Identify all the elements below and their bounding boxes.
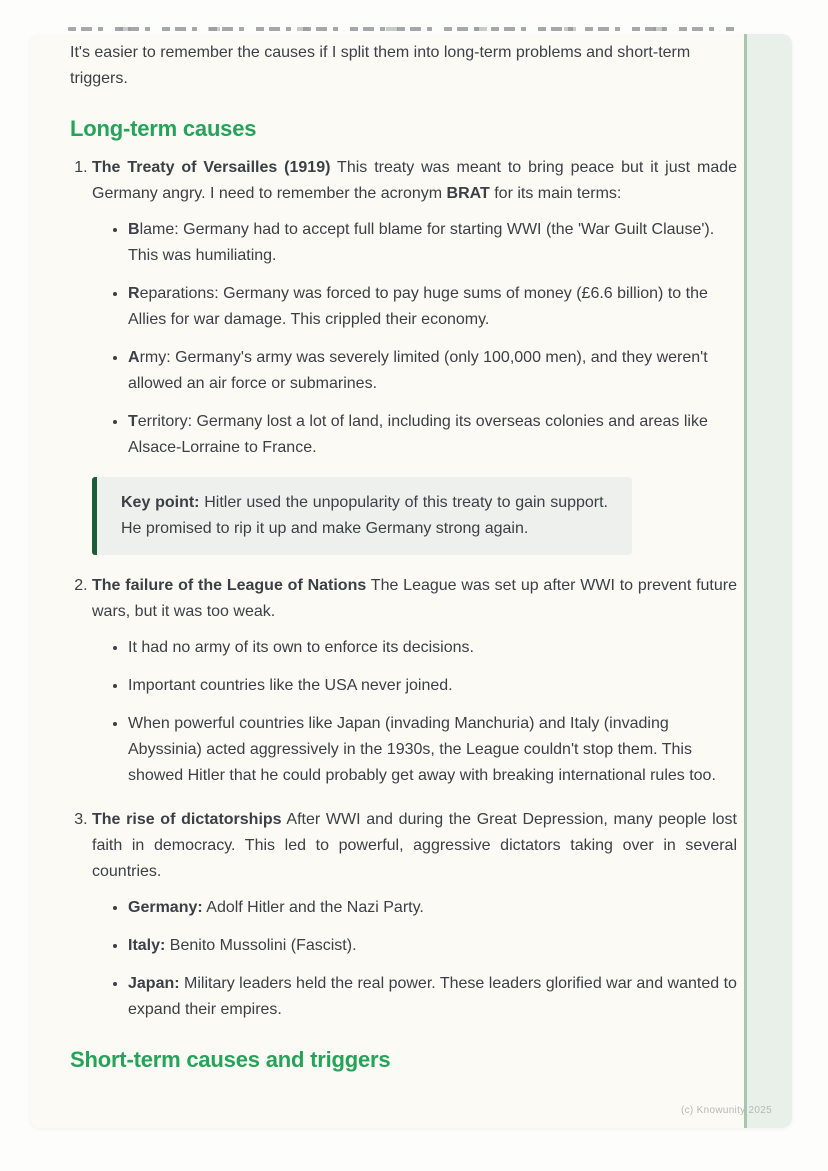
section-heading: Short-term causes and triggers <box>70 1047 391 1072</box>
bullet-item <box>128 895 737 921</box>
bullet-item <box>128 635 737 661</box>
bullet-list <box>92 217 737 461</box>
notes-page-card <box>30 34 792 1128</box>
key-point-text <box>121 490 608 542</box>
numbered-item-lead <box>92 155 737 207</box>
bullet-list <box>92 895 737 1023</box>
copyright-watermark: (c) Knowunity 2025 <box>680 1105 772 1116</box>
numbered-list <box>70 155 737 1023</box>
intro-paragraph: It's easier to remember the causes if I split them into long-term problems and short-term triggers. <box>70 44 691 87</box>
bold-text: R <box>128 285 140 302</box>
text: Hitler used the unpopularity of this treaty to gain support. He promised to rip it up and make Germany strong again. <box>121 494 609 537</box>
numbered-item-lead <box>92 573 737 625</box>
text: eparations: Germany was forced to pay huge sums of money (£6.6 billion) to the Allies for war damage. This crippled their economy. <box>128 285 708 328</box>
bullet-item <box>128 345 737 397</box>
bold-text: BRAT <box>446 185 490 202</box>
numbered-item <box>92 155 737 555</box>
bullet-list <box>92 635 737 789</box>
numbered-item <box>92 807 737 1023</box>
text: After WWI and during the Great Depression, many people lost faith in democracy. This led to powerful, aggressive dictators taking over in several countries. <box>92 811 737 880</box>
bullet-item <box>128 217 737 269</box>
bold-text: B <box>128 221 140 238</box>
bullet-item <box>128 673 737 699</box>
text: lame: Germany had to accept full blame for starting WWI (the 'War Guilt Clause'). This was humiliating. <box>128 221 715 264</box>
bold-text: The failure of the League of Nations <box>92 577 367 594</box>
text: Benito Mussolini (Fascist). <box>165 937 357 954</box>
margin-strip <box>744 34 792 1128</box>
text: erritory: Germany lost a lot of land, including its overseas colonies and areas like Alsace-Lorraine to France. <box>128 413 708 456</box>
bold-text: Italy: <box>128 937 166 954</box>
bullet-item <box>128 933 737 959</box>
numbered-item-lead <box>92 807 737 885</box>
bold-text: Key point: <box>121 494 200 511</box>
text: for its main terms: <box>489 185 622 202</box>
bold-text: Germany: <box>128 899 203 916</box>
clipped-text-remnant <box>68 27 736 31</box>
text: It had no army of its own to enforce its decisions. <box>128 639 474 656</box>
text: Important countries like the USA never joined. <box>128 677 453 694</box>
text: The League was set up after WWI to prevent future wars, but it was too weak. <box>92 577 737 620</box>
bold-text: Japan: <box>128 975 180 992</box>
bullet-item <box>128 711 737 789</box>
notes-content <box>70 40 737 1072</box>
bullet-item <box>128 971 737 1023</box>
numbered-item <box>92 573 737 789</box>
section-heading: Long-term causes <box>70 116 257 141</box>
sections-container <box>70 116 737 1072</box>
bold-text: The Treaty of Versailles (1919) <box>92 159 331 176</box>
text: Military leaders held the real power. These leaders glorified war and wanted to expand their empires. <box>128 975 737 1018</box>
bold-text: The rise of dictatorships <box>92 811 282 828</box>
bold-text: T <box>128 413 138 430</box>
bullet-item <box>128 409 737 461</box>
key-point-callout <box>92 477 632 555</box>
text: Adolf Hitler and the Nazi Party. <box>202 899 424 916</box>
text: rmy: Germany's army was severely limited (only 100,000 men), and they weren't allowed an air force or submarines. <box>128 349 708 392</box>
text: When powerful countries like Japan (invading Manchuria) and Italy (invading Abyssinia) acted aggressively in the 1930s, the League couldn't stop them. This showed Hitler that he could probably get away with breaking international rules too. <box>128 715 716 784</box>
bullet-item <box>128 281 737 333</box>
text: This treaty was meant to bring peace but it just made Germany angry. I need to remember the acronym <box>92 159 738 202</box>
bold-text: A <box>128 349 140 366</box>
